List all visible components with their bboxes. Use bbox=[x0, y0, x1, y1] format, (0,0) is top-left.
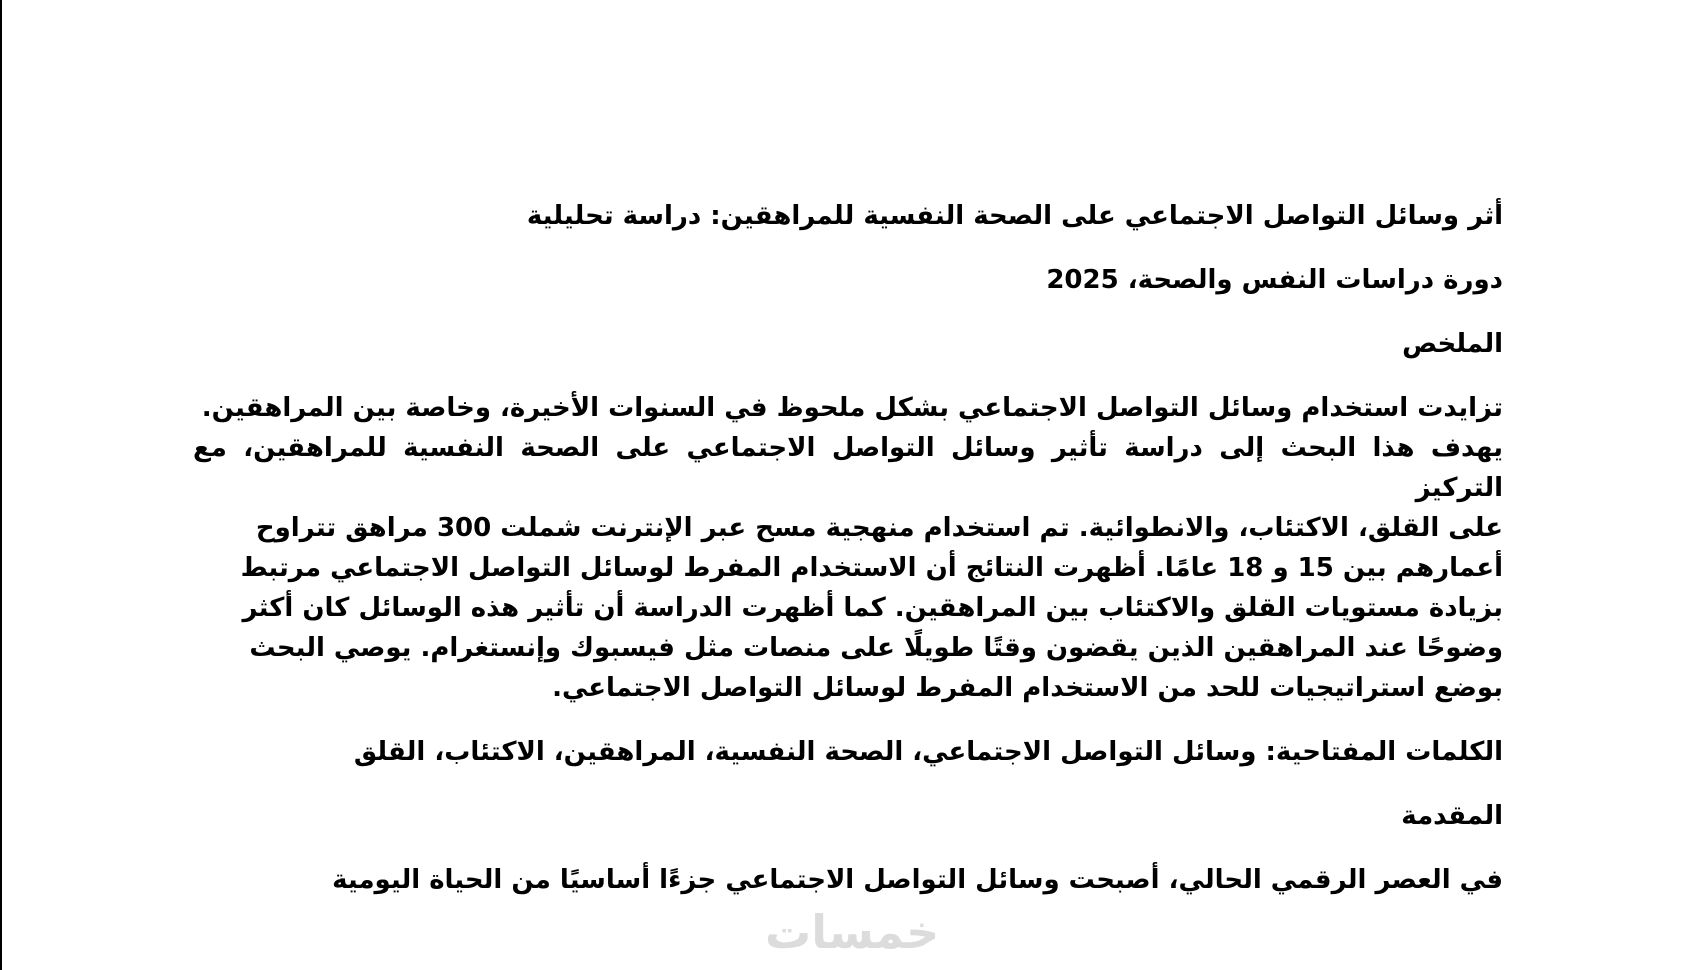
abstract-line: يهدف هذا البحث إلى دراسة تأثير وسائل التواصل الاجتماعي على الصحة النفسية للمراهقين، مع التركيز bbox=[193, 433, 1503, 503]
abstract-line: أعمارهم بين 15 و 18 عامًا. أظهرت النتائج أن الاستخدام المفرط لوسائل التواصل الاجتماعي مرتبط bbox=[240, 553, 1503, 583]
abstract-paragraph bbox=[193, 388, 1503, 708]
course-line: دورة دراسات النفس والصحة، 2025 bbox=[1046, 265, 1503, 295]
watermark: خمسات bbox=[765, 905, 940, 959]
abstract-line: بزيادة مستويات القلق والاكتئاب بين المراهقين. كما أظهرت الدراسة أن تأثير هذه الوسائل كان أكثر bbox=[242, 593, 1503, 623]
document-title: أثر وسائل التواصل الاجتماعي على الصحة النفسية للمراهقين: دراسة تحليلية bbox=[526, 201, 1503, 231]
document-body bbox=[193, 196, 1503, 900]
intro-first-line: في العصر الرقمي الحالي، أصبحت وسائل التواصل الاجتماعي جزءًا أساسيًا من الحياة اليومية bbox=[332, 865, 1503, 895]
intro-heading: المقدمة bbox=[1401, 801, 1503, 831]
abstract-line: تزايدت استخدام وسائل التواصل الاجتماعي بشكل ملحوظ في السنوات الأخيرة، وخاصة بين المراهقين. bbox=[201, 393, 1503, 423]
abstract-line: وضوحًا عند المراهقين الذين يقضون وقتًا طويلًا على منصات مثل فيسبوك وإنستغرام. يوصي البحث bbox=[249, 633, 1503, 663]
abstract-heading: الملخص bbox=[1402, 329, 1503, 359]
abstract-line: على القلق، الاكتئاب، والانطوائية. تم استخدام منهجية مسح عبر الإنترنت شملت 300 مراهق تتراوح bbox=[255, 513, 1503, 543]
abstract-line: بوضع استراتيجيات للحد من الاستخدام المفرط لوسائل التواصل الاجتماعي. bbox=[552, 673, 1503, 703]
keywords-line: الكلمات المفتاحية: وسائل التواصل الاجتماعي، الصحة النفسية، المراهقين، الاكتئاب، القلق bbox=[353, 737, 1503, 767]
page-left-edge bbox=[0, 0, 2, 970]
